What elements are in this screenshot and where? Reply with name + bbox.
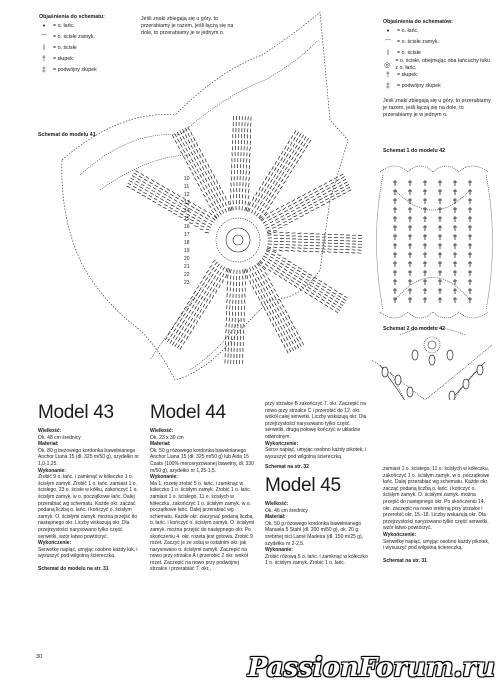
legend-right-text: = o. ścisłe — [397, 50, 421, 57]
column-4 — [383, 466, 491, 564]
model-45-paragraph-text: Ok. 46 cm średnicy — [265, 507, 308, 514]
legend-left-text: = o. łańc. — [53, 23, 75, 30]
row-number-label: 20 — [184, 256, 190, 262]
row-number-label: 10 — [184, 176, 190, 182]
legend-right-text: = o. ścisłe zamyk. — [397, 39, 439, 46]
bead-icon — [447, 350, 453, 360]
model-45-paragraph-label: Wykonanie: — [265, 547, 293, 554]
model-45-footer: Schemat na str. 31 — [383, 557, 427, 564]
model-43-footer: Schemat do modelu na str. 31 — [38, 565, 109, 572]
model-45-paragraph-label: Materiał: — [265, 514, 286, 521]
model-45-continuation: zamiast 1 o. ścisłego, 11 o. ścisłych w kółeczku, zakończyć 1 o. ścisłym zamyk. w o. początkowe łańc. Dalej przerabiać wg schematu. Każde okr. zacząć podaną liczbą o. łańc. i kończyć o. ścisłym zamyk. O. ścisłymi zamyk. można przejść do następnego okr. Po skończeniu 14. okr. zaczepić na nowo srebrną przy strzałce i przerobić okr. 15.-18. Liczby wskazują okr. Dla przejrzystości narysowano tylko część serwetki, wzór łatwo powtórzyć. — [383, 466, 490, 532]
model-44-heading: Model 44 — [150, 402, 226, 423]
bead-icon — [477, 365, 483, 375]
model-43-section — [38, 402, 141, 572]
row-number-label: 14 — [184, 208, 190, 214]
single-crochet-icon: ǀ — [43, 45, 45, 53]
model-44-paragraph-label: Wielkość: — [150, 428, 174, 434]
double-treble-icon: ‡ — [42, 67, 46, 75]
diagram-panel — [172, 127, 232, 219]
row-number-label: 11 — [184, 184, 190, 190]
row-number-label: 15 — [184, 216, 190, 222]
diagram-panel — [246, 130, 311, 220]
model-43-heading: Model 43 — [38, 402, 114, 423]
model-43-paragraph-label: Materiał: — [38, 441, 59, 448]
row-number-label: 18 — [184, 240, 190, 246]
bead-icon — [395, 375, 401, 385]
model-45-finish-text: Serwetkę napiąć, umyjąc osobno każdy pikotek, i wysuszyć pod wilgotną ściereczką. — [383, 538, 490, 552]
schema-note: Jeśli znaki zbiegają się u góry, to przerabiamy je razem, jeśli łączą się na dole, to przerabiamy je w jednym o. — [141, 16, 234, 37]
row-number-label: 21 — [184, 264, 190, 270]
model-43-paragraph-text: Ok. 80 g beżowego kordonka bawełnianego Anchor Liana 15 (dł. 325 m/50 g), szydełko nr 1,0-1,25. — [38, 447, 139, 467]
double-crochet-icon: † — [386, 72, 390, 80]
model-43-paragraph-label: Wielkość: — [38, 428, 62, 434]
model-43-paragraph-text: Serwetkę napiąć, umyjąc osobno każdy łuk, i wysuszyć pod wilgotną ściereczką. — [38, 546, 138, 560]
model-44-paragraph-text: Ok. 50 g różowego kordonka bawełnianego Anchor Liana 15 (dł. 325 m/50 g) lub Aida 15 Coats (100% merceryzowanej bawełny, dł. 330 m/50 g), szydełko nr 1,25-1,5. — [150, 447, 254, 474]
bead-icon: ◎ — [384, 61, 391, 69]
legend-right-text: = słupek — [397, 72, 417, 79]
diagram-panel — [230, 116, 252, 212]
row-number-label: 12 — [184, 192, 190, 198]
diagram-panel — [165, 260, 230, 350]
row-number-label: 17 — [184, 232, 190, 238]
slip-stitch-icon: ⌒ — [384, 39, 392, 47]
bead-icon — [382, 367, 388, 377]
row-number-label: 13 — [184, 200, 190, 206]
double-treble-icon: ‡ — [386, 83, 390, 91]
schema-42-2-label: Schemat 2 do modelu 42 — [383, 326, 446, 332]
legend-right-text: = o. łańc. — [397, 28, 419, 35]
model-43-paragraph-label: Wykończenie: — [38, 540, 72, 547]
schema-42-1-label: Schemat 1 do modelu 42 — [383, 148, 446, 154]
double-crochet-icon: † — [42, 56, 46, 64]
legend-left-title: Objaśnienia do schematu: — [39, 14, 105, 20]
single-crochet-icon: ǀ — [387, 50, 389, 58]
model-44-finish-label: Wykończenie: — [265, 440, 299, 447]
model-44-footer: Schemat na str. 32 — [265, 464, 309, 471]
row-number-label: 16 — [184, 224, 190, 230]
model-43-paragraph-text: Ok. 48 cm średnicy — [38, 434, 81, 441]
legend-left-text: = o. ścisłe zamyk. — [53, 34, 95, 41]
bead-icon — [412, 350, 418, 360]
legend-right-note: Jeśli znaki zbiegają się u góry, to przerabiamy je razem, jeśli łączą się na dole, to przerabiamy je w jednym o. — [383, 98, 491, 119]
schema-41-label: Schemat do modelu 41 — [38, 132, 96, 138]
model-45-paragraph-text: Ok. 50 g różowego kordonka bawełnianego Manuela 5 Stahl (dł. 200 m/50 g), ok. 20 g srebrnej nici Lamé Madeira (dł. 150 m/25 g), szydełko nr 2-2,5. — [265, 520, 364, 547]
model-44-paragraph-label: Wykonanie: — [150, 474, 178, 481]
column-3 — [265, 401, 370, 567]
bead-icon — [429, 355, 435, 365]
bead-icon — [407, 387, 413, 397]
model-44-continuation: przy strzałce B zakończyć 7. okr. Zaczepić na nowo przy strzałce C i przerobić do 12. okr. wokół całej serwetki. Liczby wskazują okr. Dla przejrzystości narysowano tylko część serwetki, drugą połowę kończyć w układzie odwrotnym. — [265, 401, 367, 440]
row-number-label: 22 — [184, 272, 190, 278]
row-number-label: 19 — [184, 248, 190, 254]
legend-left-text: = słupek — [53, 56, 73, 63]
diagram-panel — [126, 170, 217, 233]
bead-icon — [449, 391, 455, 400]
model-45-paragraph-label: Wielkość: — [265, 500, 289, 507]
legend-right-text: = o. ścisłe, obejmując oba łańcuchy łuku z o. łańc. — [395, 57, 490, 71]
model-45-finish-label: Wykończenie: — [383, 531, 417, 538]
legend-right-title: Objaśnienia do schematów: — [383, 19, 454, 25]
legend-right-text: = podwójny słupek — [397, 83, 441, 90]
legend-left-text: = o. ścisłe — [53, 45, 77, 52]
model-43-paragraph-text: Zrobić 9 o. łańc. i zamknąć w kółeczko 1 o. ścisłym zamyk. Zrobić 1 o. łańc. zamiast 1 o. ścisłego, 23 o. ścisłe w kółku, zakończyć 1 o. ścisłym zamyk. w o. początkowe łańc. Dalej przerabiać wg schematu. Każde okr. zaczać podaną liczbą o. łańc. i kończyć o. ścisłym zamyk. O. ścisłymi zamyk. można przejść do następnego okr. Liczby wskazują okr. Dla przejrzystości narysowano tylko część serwetki, wzór łatwo powtórzyć. — [38, 474, 138, 540]
watermark: PassionForum.ru — [247, 653, 495, 683]
diagram-panel — [258, 248, 348, 313]
diagram-panel — [266, 232, 362, 254]
chain-icon: • — [42, 23, 46, 31]
row-number-label: 23 — [184, 280, 190, 286]
page-number: 30 — [36, 654, 42, 660]
diagram-panel — [225, 268, 247, 364]
model-44-section — [150, 402, 256, 573]
model-44-paragraph-label: Materiał: — [150, 441, 171, 448]
model-44-finish-text: Serce napiąć, umyjąc osobno każdy pikotek, i wysuszyć pod wilgotną ściereczką. — [265, 447, 367, 460]
model-43-paragraph-label: Wykonanie: — [38, 467, 66, 474]
bead-icon — [463, 379, 469, 389]
legend-left-text: = podwójny słupek — [53, 67, 97, 74]
model-44-paragraph-text: Ok. 23 x 30 cm — [150, 434, 184, 441]
chain-icon: • — [386, 28, 390, 36]
slip-stitch-icon: ⌒ — [40, 34, 48, 42]
model-45-paragraph-text: Zrobić różową 5 o. łańc. i zamknąć w kółeczko 1 o. ścisłym zamyk. Zrobić 1 o. łańc. — [265, 553, 368, 567]
model-44-paragraph-text: Ma 1. rozetę zrobić 5 o. łańc. i zamknąć w kółeczko 1 o. ścisłym zamyk. Zrobić 1 o. łańc. zamiast 1 o. ścisłego, 11 o. ścisłych w kółeczku, zakończyć 1 o. ścisłym zamyk. w o. początkowe łańc. Dalej przerabiać wg schematu. Każde okr. zaczynać podaną liczbą o. łańc. i kończyć o. ścisłym zamyk. O. ścisłymi zamyk. można przejść do następnego okr. Po skończeniu 4. okr. rozeta jest gotowa. Zrobić 9 rozet. Zaczyć je ze sobą w ostatnim okr. jak narysowano o. ścisłymi zamyk. Zaczepić na nowo przy strzałce A i przerobić 2 okr. wokół rozet. Zaczepić na nowo przy podwójnej strzałce i przerabiać 7. okr., — [150, 480, 255, 573]
model-45-heading: Model 45 — [265, 474, 341, 496]
